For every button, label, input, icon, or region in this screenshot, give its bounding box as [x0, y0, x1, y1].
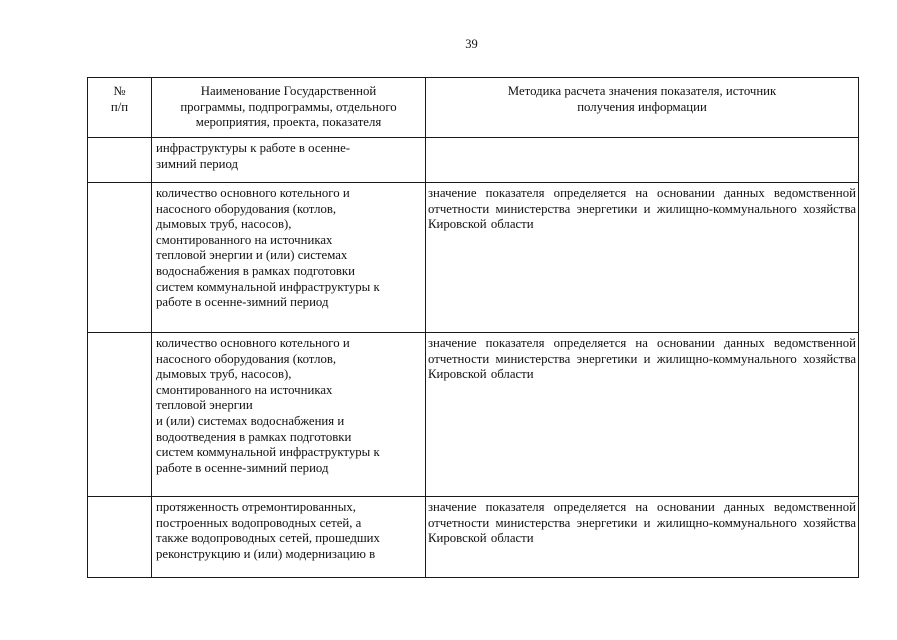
indicator-table [87, 77, 859, 578]
table-row [88, 138, 859, 183]
indicator-method: значение показателя определяется на основании данных ведомственной отчетности министерства энергетики и жилищно-коммунального хозяйства Кировской области [428, 186, 856, 232]
row-num-cell [88, 333, 152, 497]
table-row [88, 497, 859, 578]
table-header-row [88, 78, 859, 138]
table-row [88, 183, 859, 333]
row-method-cell [426, 138, 859, 183]
row-num-cell [88, 497, 152, 578]
indicator-name: количество основного котельного и насосного оборудования (котлов, дымовых труб, насосов), смонтированного на источниках тепловой энергии и (или) системах водоснабжения и водоотведения в рамках подготовки систем коммунальной инфраструктуры к работе в осенне-зимний период [156, 336, 380, 475]
row-method-cell [426, 183, 859, 333]
indicator-method [426, 138, 858, 141]
page-number: 39 [465, 37, 478, 51]
indicator-name: количество основного котельного и насосного оборудования (котлов, дымовых труб, насосов), смонтированного на источниках тепловой энергии и (или) системах водоснабжения в рамках подготовки систем коммунальной инфраструктуры к работе в осенне-зимний период [156, 186, 380, 310]
indicator-method: значение показателя определяется на основании данных ведомственной отчетности министерства энергетики и жилищно-коммунального хозяйства Кировской области [428, 336, 856, 382]
header-name-label: Наименование Государственной программы, подпрограммы, отдельного мероприятия, проекта, показателя [180, 84, 397, 130]
indicator-method: значение показателя определяется на основании данных ведомственной отчетности министерства энергетики и жилищно-коммунального хозяйства Кировской области [428, 500, 856, 546]
header-num-cell [88, 78, 152, 138]
row-name-cell [152, 333, 426, 497]
row-name-cell [152, 497, 426, 578]
header-method-cell [426, 78, 859, 138]
row-name-cell [152, 138, 426, 183]
row-method-cell [426, 497, 859, 578]
row-method-cell [426, 333, 859, 497]
header-method-label: Методика расчета значения показателя, источник получения информации [507, 84, 777, 114]
header-num-label: № п/п [110, 84, 129, 114]
row-num-cell [88, 138, 152, 183]
header-name-cell [152, 78, 426, 138]
row-name-cell [152, 183, 426, 333]
indicator-name: протяженность отремонтированных, построенных водопроводных сетей, а также водопроводных сетей, прошедших реконструкцию и (или) модернизацию в [156, 500, 380, 561]
table-row [88, 333, 859, 497]
row-num-cell [88, 183, 152, 333]
indicator-name: инфраструктуры к работе в осенне- зимний период [156, 141, 351, 171]
